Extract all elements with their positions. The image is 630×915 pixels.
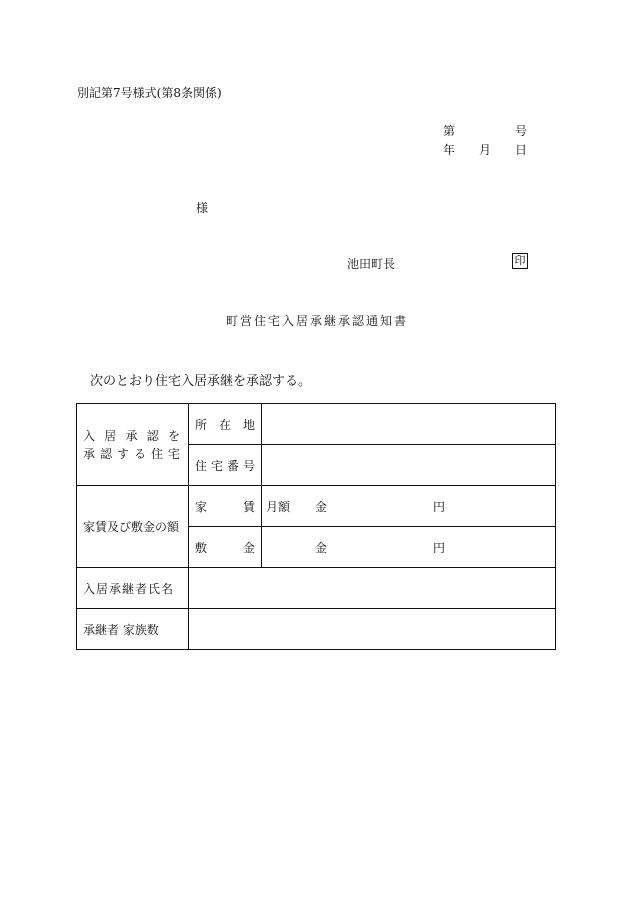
number-prefix: 第 xyxy=(443,124,456,138)
document-title: 町営住宅入居承継承認通知書 xyxy=(226,314,409,328)
rent-label-cell xyxy=(189,486,262,527)
label-char: 番 xyxy=(226,458,239,473)
number-suffix: 号 xyxy=(515,124,528,138)
label-char: 号 xyxy=(242,458,255,473)
successor-name-value-cell xyxy=(189,568,556,609)
deposit-gold-label: 金 xyxy=(315,541,328,555)
details-table xyxy=(76,403,556,650)
label-char: 住 xyxy=(195,458,208,473)
label-char: 承 xyxy=(83,446,96,461)
rent-deposit-header-cell xyxy=(77,486,189,568)
label-char: 居 xyxy=(104,428,117,443)
location-value-cell xyxy=(262,404,556,445)
label-char: 在 xyxy=(218,417,231,432)
family-label: 承継者 家族数 xyxy=(83,622,159,637)
label-char: す xyxy=(116,446,129,461)
label-char: を xyxy=(167,428,180,443)
label-char: 賃 xyxy=(242,499,255,514)
date-day: 日 xyxy=(515,143,528,157)
form-label: 別記第7号様式(第8条関係) xyxy=(77,86,222,100)
housing-no-label-cell xyxy=(189,445,262,486)
date-month: 月 xyxy=(479,143,492,157)
date-year: 年 xyxy=(443,143,456,157)
label-char: 所 xyxy=(195,417,208,432)
deposit-yen-label: 円 xyxy=(433,541,446,555)
label-char: 認 xyxy=(146,428,159,443)
label-char: 家 xyxy=(195,499,208,514)
label-char: 住 xyxy=(150,446,163,461)
deposit-label xyxy=(189,539,261,556)
rent-deposit-header: 家賃及び敷金の額 xyxy=(83,520,180,534)
sender-title: 池田町長 xyxy=(347,257,396,271)
housing-no-label xyxy=(189,457,261,474)
deposit-label-cell xyxy=(189,527,262,568)
monthly-label: 月額 xyxy=(266,500,291,514)
label-char: 宅 xyxy=(210,458,223,473)
label-char: 金 xyxy=(242,540,255,555)
location-label xyxy=(189,416,261,433)
recipient-honorific: 様 xyxy=(196,201,209,215)
housing-header-line2 xyxy=(83,445,180,463)
housing-no-value-cell xyxy=(262,445,556,486)
label-char: る xyxy=(133,446,146,461)
location-label-cell xyxy=(189,404,262,445)
label-char: 入 xyxy=(83,428,96,443)
rent-yen-label: 円 xyxy=(433,500,446,514)
successor-name-label-cell xyxy=(77,568,189,609)
label-char: 宅 xyxy=(167,446,180,461)
label-char: 承 xyxy=(125,428,138,443)
housing-header-line1 xyxy=(83,427,180,445)
label-char: 認 xyxy=(99,446,112,461)
body-text: 次のとおり住宅入居承継を承認する。 xyxy=(90,374,312,389)
family-label-cell xyxy=(77,609,189,650)
deposit-value-cell xyxy=(262,527,556,568)
seal-mark: 印 xyxy=(512,253,528,269)
family-value-cell xyxy=(189,609,556,650)
label-char: 地 xyxy=(242,417,255,432)
successor-name-label: 入居承継者氏名 xyxy=(83,581,175,596)
label-char: 敷 xyxy=(195,540,208,555)
rent-gold-label: 金 xyxy=(315,500,328,514)
rent-value-cell xyxy=(262,486,556,527)
rent-label xyxy=(189,498,261,515)
housing-header-cell xyxy=(77,404,189,486)
